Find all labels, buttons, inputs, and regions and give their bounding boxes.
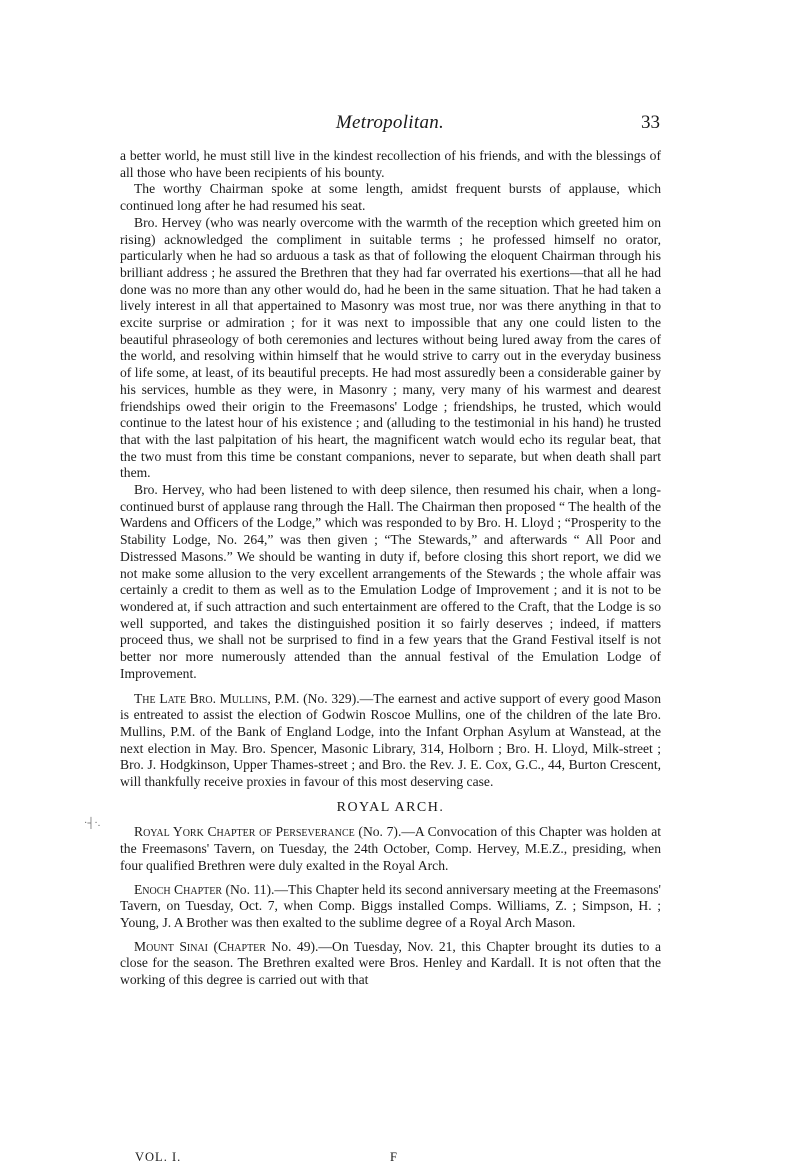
paragraph: a better world, he must still live in the kindest recollection of his friends, and with the blessings of all those who have been recipients of his bounty. [120,148,661,180]
chapter-text: (No. 11).—This Chapter held its second anniversary meeting at the Freemasons' Tavern, on Tuesday, Oct. 7, when Comp. Biggs installed Comps. Williams, Z. ; Simpson, H. ; Young, J. A Brother was then exalted to the sublime degree of a Royal Arch Mason. [120,881,661,930]
page-footer [135,1150,655,1168]
chapter-text: (No. 7).—A Convocation of this Chapter was holden at the Freemasons' Tavern, on Tuesday, the 24th October, Comp. Hervey, M.E.Z., presiding, when four qualified Brethren were duly exalted in the Royal Arch. [120,824,662,873]
notice-text: P.M. (No. 329).—The earnest and active support of every good Mason is entreated to assist the election of Godwin Roscoe Mullins, one of the children of the late Bro. Mullins, P.M. of the Bank of England Lodge, into the Infant Orphan Asylum at Wanstead, at the next election in May. Bro. Spencer, Masonic Library, 314, Holborn ; Bro. H. Lloyd, Milk-street ; Bro. J. Hodgkinson, Upper Thames-street ; and Bro. the Rev. J. E. Cox, G.C., 44, Burton Crescent, will thankfully receive proxies in favour of this most deserving case. [120,690,662,790]
chapter-name: Royal York Chapter of Perseverance [134,824,355,840]
paragraph: Bro. Hervey (who was nearly overcome with the warmth of the reception which greeted him on rising) acknowledged the compliment in suitable terms ; he professed himself no orator, particularly when he had so arduous a task as that of following the eloquent Chairman through his brilliant address ; he assured the Brethren that they had far overrated his exertions—that all he had done was no more than any other would do, had he been in the same situation. That he had taken a lively interest in all that appertained to Masonry was most true, nor was there anything in that to excite surprise or admiration ; for it was next to impossible that any one could listen to the beautiful phraseology of both ceremonies and lectures without being lured away from the cares of the world, and resolving within himself that he would strive to carry out in the everyday business of life some, at least, of its beautiful precepts. He had most assuredly been a considerable gainer by his services, humble as they were, in Masonry ; many, very many of his warmest and dearest friendships owed their origin to the Freemasons' Lodge ; friendships, he trusted, which would continue to the latest hour of his existence ; and (alluding to the testimonial in his hand) he trusted that with the last palpitation of his heart, the magnificent watch would echo its regular beat, that the two must from this time be constant companions, never to separate, but when death shall part them. [120,214,661,481]
chapter-text: No. 49).—On Tuesday, Nov. 21, this Chapter brought its duties to a close for the season. The Brethren exalted were Bros. Henley and Kardall. It is not often that the working of this degree is carried out with that [120,938,661,988]
paragraph: Bro. Hervey, who had been listened to with deep silence, then resumed his chair, when a long-continued burst of applause rang through the Hall. The Chairman then proposed “ The health of the Wardens and Officers of the Lodge,” which was responded to by Bro. H. Lloyd ; “Prosperity to the Stability Lodge, No. 264,” was then given ; “The Stewards,” and afterwards “ All Poor and Distressed Masons.” We should be wanting in duty if, before closing this short report, we did we not make some allusion to the very excellent arrangements of the Stewards ; the whole affair was certainly a credit to them as well as to the Emulation Lodge of Improvement ; and it is not to be wondered at, if such attraction and such entertainment are offered to the Craft, that the Lodge is so well supported, and takes the distinguished position it so fairly deserves ; indeed, if matters proceed thus, we shall not be surprised to find in a few years that the Grand Festival itself is not better nor more numerously attended than the annual festival of the Emulation Lodge of Improvement. [120,482,661,681]
page-header [120,112,660,136]
running-title: Metropolitan. [335,112,445,133]
margin-mark: ·┤·. [84,818,101,829]
article-body [120,148,661,989]
notice-lead: The Late Bro. Mullins, [134,690,271,706]
chapter-report [120,824,661,874]
chapter-name: Enoch Chapter [134,881,223,897]
royal-arch-section [120,824,661,988]
section-heading: ROYAL ARCH. [336,799,445,815]
signature-mark: F [390,1150,398,1164]
chapter-report [120,939,661,989]
chapter-name: Mount Sinai (Chapter [134,938,266,954]
volume-label: VOL. I. [135,1150,182,1164]
page-number: 33 [641,112,660,133]
paragraph: The worthy Chairman spoke at some length, amidst frequent bursts of applause, which continued long after he had resumed his seat. [120,181,661,214]
notice-paragraph [120,691,661,791]
chapter-report [120,882,661,932]
